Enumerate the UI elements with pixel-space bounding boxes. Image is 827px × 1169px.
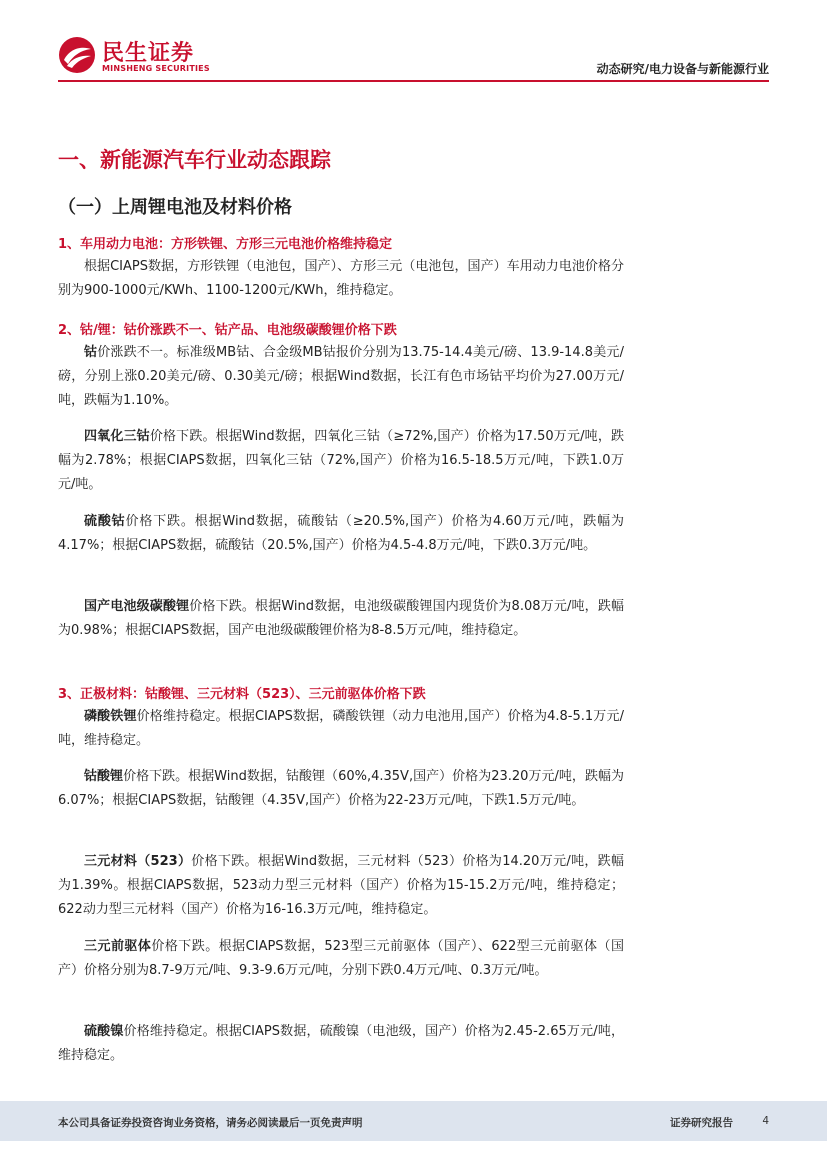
paragraph-text: 价格下跌。根据Wind数据，硫酸钴（≥20.5%,国产）价格为4.60万元/吨，跌幅为4.17%；根据CIAPS数据，硫酸钴（20.5%,国产）价格为4.5-4.8万元/吨，下跌0.3万元/吨。	[58, 514, 624, 553]
logo-mark-icon	[58, 36, 96, 74]
paragraph-lithium-carbonate	[58, 595, 624, 643]
paragraph-lfp	[58, 705, 624, 753]
paragraph-text: 价涨跌不一。标准级MB钴、合金级MB钴报价分别为13.75-14.4美元/磅、13.9-14.8美元/磅，分别上涨0.20美元/磅、0.30美元/磅；根据Wind数据，长江有色市场钴平均价为27.00万元/吨，跌幅为1.10%。	[58, 345, 624, 408]
paragraph-text: 价格下跌。根据CIAPS数据，523型三元前驱体（国产）、622型三元前驱体（国产）价格分别为8.7-9万元/吨、9.3-9.6万元/吨，分别下跌0.4万元/吨、0.3万元/吨。	[58, 939, 624, 978]
paragraph-text: 价格维持稳定。根据CIAPS数据，磷酸铁锂（动力电池用,国产）价格为4.8-5.1万元/吨，维持稳定。	[58, 709, 624, 748]
paragraph-lead: 硫酸镍	[84, 1024, 124, 1039]
paragraph-cobalt-oxide	[58, 425, 624, 497]
paragraph-ncm523	[58, 850, 624, 922]
footer-disclaimer: 本公司具备证券投资咨询业务资格，请务必阅读最后一页免责声明	[58, 1117, 363, 1129]
paragraph-text: 价格下跌。根据Wind数据，三元材料（523）价格为14.20万元/吨，跌幅为1.39%。根据CIAPS数据，523动力型三元材料（国产）价格为15-15.2万元/吨，维持稳定；622动力型三元材料（国产）价格为16-16.3万元/吨，维持稳定。	[58, 854, 624, 917]
paragraph-text: 根据CIAPS数据，方形铁锂（电池包，国产）、方形三元（电池包，国产）车用动力电池价格分别为900-1000元/KWh、1100-1200元/KWh，维持稳定。	[58, 259, 624, 298]
subsection-title: （一）上周锂电池及材料价格	[58, 197, 292, 218]
paragraph-vehicle-battery	[58, 255, 624, 303]
page-number: 4	[762, 1115, 769, 1127]
section-2-heading: 2、钴/锂：钴价涨跌不一、钴产品、电池级碳酸锂价格下跌	[58, 323, 397, 338]
section-title: 一、新能源汽车行业动态跟踪	[58, 148, 331, 172]
paragraph-text: 价格下跌。根据Wind数据，四氧化三钴（≥72%,国产）价格为17.50万元/吨，跌幅为2.78%；根据CIAPS数据，四氧化三钴（72%,国产）价格为16.5-18.5万元/吨，下跌1.0万元/吨。	[58, 429, 624, 492]
paragraph-lco	[58, 765, 624, 813]
paragraph-lead: 钴	[84, 345, 98, 360]
section-3-heading: 3、正极材料：钴酸锂、三元材料（523）、三元前驱体价格下跌	[58, 687, 426, 702]
paragraph-text: 价格下跌。根据Wind数据，钴酸锂（60%,4.35V,国产）价格为23.20万元/吨，跌幅为6.07%；根据CIAPS数据，钴酸锂（4.35V,国产）价格为22-23万元/吨，下跌1.5万元/吨。	[58, 769, 624, 808]
logo-chinese-name: 民生证券	[102, 41, 195, 66]
paragraph-cobalt	[58, 341, 624, 413]
paragraph-lead: 三元材料（523）	[84, 854, 192, 869]
paragraph-text: 价格下跌。根据Wind数据，电池级碳酸锂国内现货价为8.08万元/吨，跌幅为0.98%；根据CIAPS数据，国产电池级碳酸锂价格为8-8.5万元/吨，维持稳定。	[58, 599, 624, 638]
paragraph-cobalt-sulfate	[58, 510, 624, 558]
paragraph-lead: 钴酸锂	[84, 769, 124, 784]
footer-report-type: 证券研究报告	[670, 1117, 733, 1129]
paragraph-lead: 国产电池级碳酸锂	[84, 599, 190, 614]
report-category: 动态研究/电力设备与新能源行业	[596, 62, 769, 76]
header-divider	[58, 80, 769, 82]
main-content	[58, 145, 624, 1063]
paragraph-lead: 硫酸钴	[84, 514, 126, 529]
paragraph-lead: 磷酸铁锂	[84, 709, 137, 724]
section-1-heading: 1、车用动力电池：方形铁锂、方形三元电池价格维持稳定	[58, 237, 393, 252]
paragraph-nickel-sulfate	[58, 1020, 624, 1068]
paragraph-lead: 三元前驱体	[84, 939, 152, 954]
paragraph-lead: 四氧化三钴	[84, 429, 150, 444]
page-header	[0, 0, 827, 90]
paragraph-text: 价格维持稳定。根据CIAPS数据，硫酸镍（电池级，国产）价格为2.45-2.65万元/吨，维持稳定。	[58, 1024, 624, 1063]
paragraph-precursor	[58, 935, 624, 983]
logo-english-name: MINSHENG SECURITIES	[102, 64, 210, 73]
company-logo	[58, 36, 228, 82]
page-footer	[0, 1101, 827, 1141]
